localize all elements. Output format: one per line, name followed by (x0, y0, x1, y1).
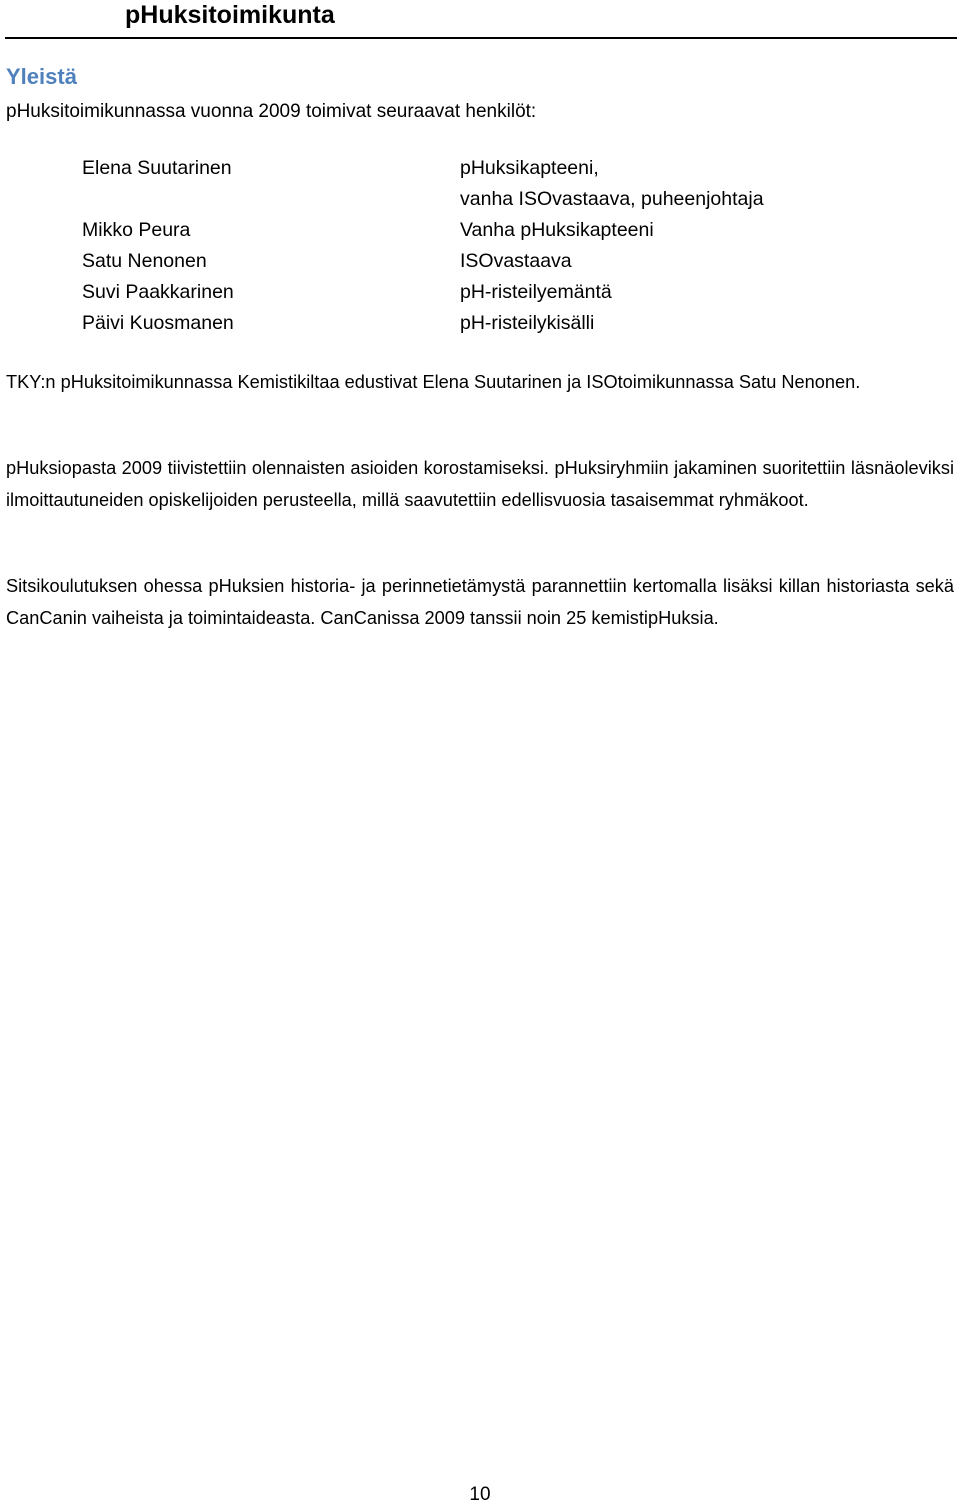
intro-text: pHuksitoimikunnassa vuonna 2009 toimivat seuraavat henkilöt: (6, 101, 537, 122)
section-heading: Yleistä (6, 64, 77, 89)
member-role: pHuksikapteeni, (460, 157, 599, 179)
member-role: ISOvastaava (460, 250, 572, 272)
member-name: Elena Suutarinen (82, 157, 232, 179)
paragraph-representation: TKY:n pHuksitoimikunnassa Kemistikiltaa edustivat Elena Suutarinen ja ISOtoimikunnassa Satu Nenonen. (6, 372, 861, 392)
member-name: Satu Nenonen (82, 250, 207, 272)
member-role: Vanha pHuksikapteeni (460, 219, 654, 241)
paragraph-training: Sitsikoulutuksen ohessa pHuksien historia- ja perinnetietämystä parannettiin kertomalla lisäksi killan historiasta sekä CanCanin vaiheista ja toimintaideasta. CanCanissa 2009 tanssii noin 25 kemistipHuksia. (6, 576, 954, 628)
member-name: Päivi Kuosmanen (82, 312, 234, 334)
paragraph-guidebook: pHuksiopasta 2009 tiivistettiin olennaisten asioiden korostamiseksi. pHuksiryhmiin jakaminen suoritettiin läsnäoleviksi ilmoittautuneiden opiskelijoiden perusteella, millä saavutettiin edellisvuosia tasaisemmat ryhmäkoot. (6, 458, 954, 510)
member-role: pH-risteilykisälli (460, 312, 595, 334)
header-divider (5, 37, 957, 39)
member-name: Mikko Peura (82, 219, 191, 241)
member-role: vanha ISOvastaava, puheenjohtaja (460, 188, 764, 210)
page-header-title: pHuksitoimikunta (125, 1, 335, 29)
member-role: pH-risteilyemäntä (460, 281, 612, 303)
member-name: Suvi Paakkarinen (82, 281, 234, 303)
page-number: 10 (469, 1484, 491, 1505)
